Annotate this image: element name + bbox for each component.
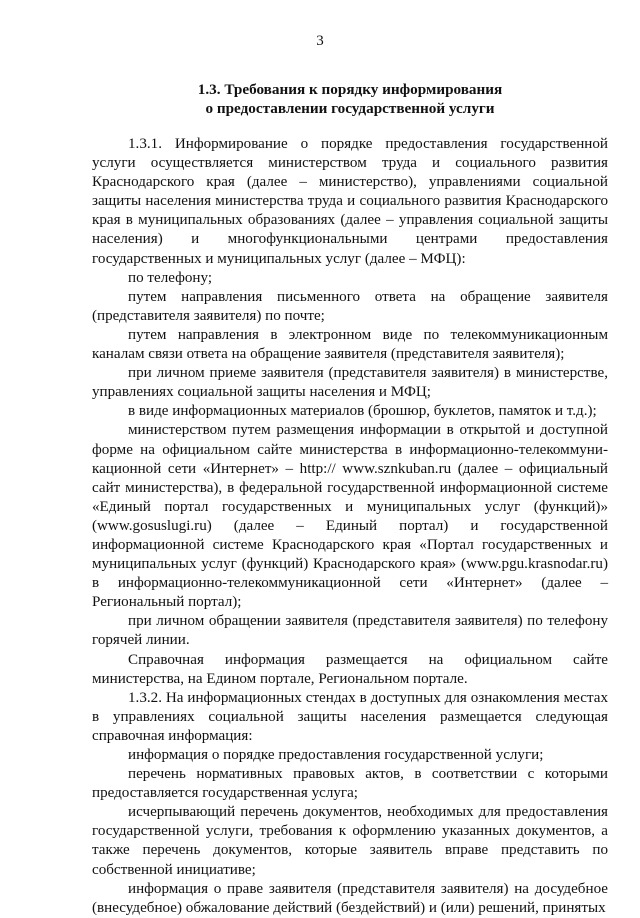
body-text bbox=[92, 135, 608, 918]
paragraph-reference-info: Справочная информация размещается на официальном сайте министерства, на Едином портале, Региональном портале. bbox=[92, 651, 608, 687]
paragraph-by-mail: путем направления письменного ответа на обращение заявителя (представителя заявителя) по почте; bbox=[92, 288, 608, 324]
section-heading-line-2: о предоставлении государственной услуги bbox=[205, 100, 495, 117]
paragraph-by-phone: по телефону; bbox=[128, 269, 213, 286]
paragraph-info-materials: в виде информационных материалов (брошюр, буклетов, памяток и т.д.); bbox=[128, 403, 597, 420]
section-heading bbox=[92, 80, 608, 118]
paragraph-procedure-info: информация о порядке предоставления государственной услуги; bbox=[128, 747, 544, 763]
paragraph-1-3-2-stands: 1.3.2. На информационных стендах в доступных для ознакомления местах в управлениях социальной защиты населения размещается следующая справочная информация: bbox=[92, 689, 608, 744]
paragraph-appeal-rights: информация о праве заявителя (представителя заявителя) на досудебное (внесудебное) обжалование действий (бездействий) и (или) решений, принятых bbox=[92, 880, 608, 916]
section-heading-line-1: 1.3. Требования к порядку информирования bbox=[197, 81, 503, 98]
paragraph-personal-reception: при личном приеме заявителя (представителя заявителя) в министерстве, управлениях социальной защиты населения и МФЦ; bbox=[92, 365, 608, 401]
paragraph-documents-list: исчерпывающий перечень документов, необходимых для предоставления государственной услуги, требования к оформлению указанных документов, а также перечень документов, которые заявитель вправе представить по собственной инициативе; bbox=[92, 804, 608, 878]
paragraph-1-3-1-intro: 1.3.1. Информирование о порядке предоставления государственной услуги осуществляется министерством труда и социального развития Краснодарского края (далее – министерство), управлениями социальной защиты населения министерства труда и социального развития Краснодарского края в муниципальных образованиях (далее – управления социальной защиты населения) и многофункциональными центрами предоставления государственных и муниципальных услуг (далее – МФЦ): bbox=[92, 136, 608, 267]
paragraph-hotline: при личном обращении заявителя (представителя заявителя) по телефону горячей линии. bbox=[92, 613, 608, 649]
page-number: 3 bbox=[316, 33, 324, 49]
paragraph-electronic: путем направления в электронном виде по телекоммуникационным каналам связи ответа на обращение заявителя (представителя заявителя); bbox=[92, 326, 608, 363]
paragraph-internet-portals: министерством путем размещения информации в открытой и доступной форме на официальном сайте министерства в информационно-телекоммуникационной сети «Интернет» – http:// www.sznkuban.ru (далее – официальный сайт министерства), в федеральной государственной информационной системе «Единый портал государственных и муниципальных услуг (функций)» (www.gosuslugi.ru) (далее – Единый портал) и государственной информационной системе Краснодарского края «Портал государственных и муниципальных услуг (функций) Краснодарского края» (www.pgu.krasnodar.ru) в информационно-телекоммуникационной сети «Интернет» (далее – Региональный портал); bbox=[92, 422, 608, 611]
paragraph-legal-acts: перечень нормативных правовых актов, в соответствии с которыми предоставляется государственная услуга; bbox=[92, 766, 608, 802]
